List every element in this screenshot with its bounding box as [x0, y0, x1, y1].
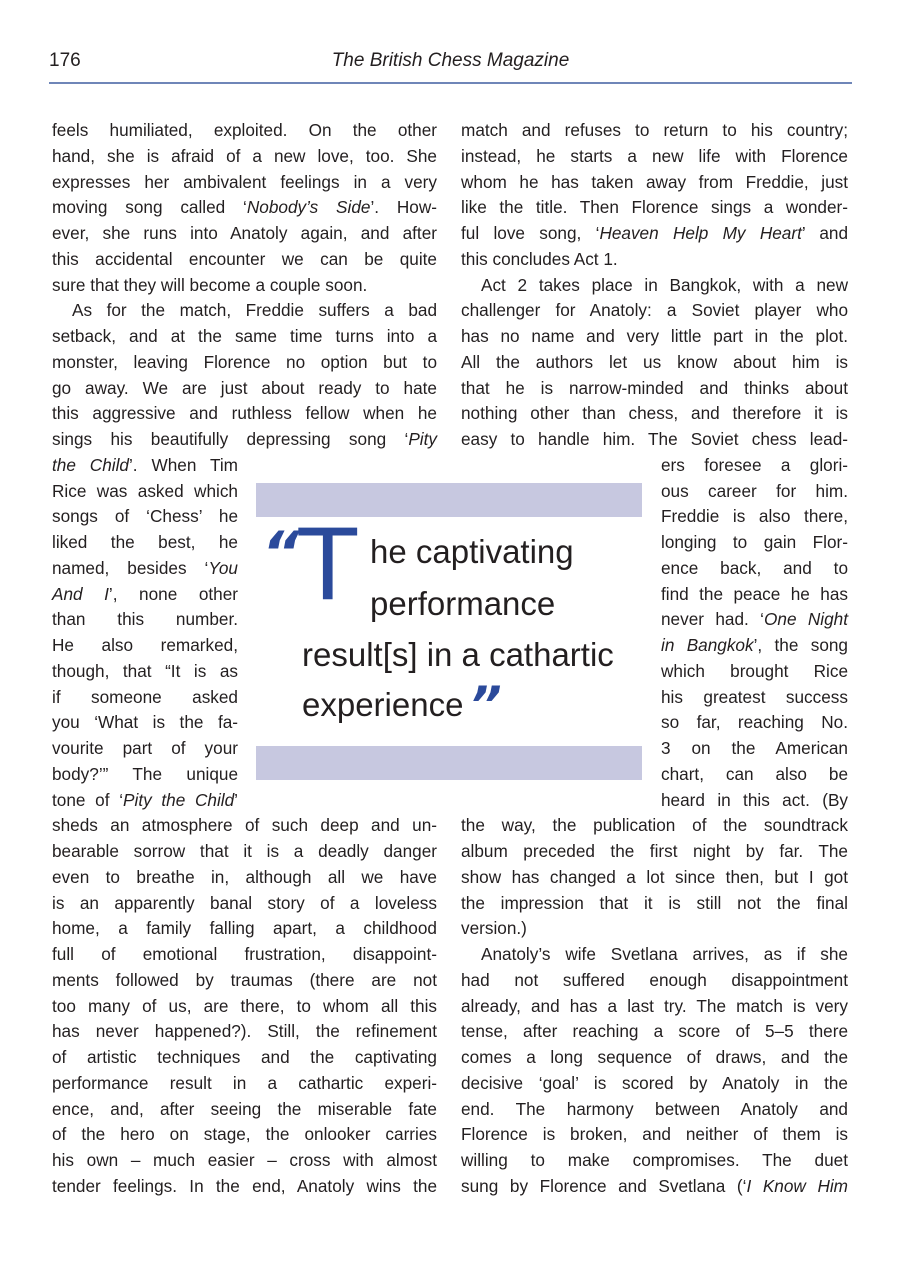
- text-line: [461, 323, 848, 349]
- text-segment: match and refuses to return to his country;: [461, 120, 848, 140]
- text-segment: ful love song, ‘: [461, 223, 600, 243]
- text-segment: this aggressive and ruthless fellow when he: [52, 403, 437, 424]
- text-segment: longing to gain Flor-: [661, 532, 848, 552]
- text-segment: nothing other than chess, and therefore it is: [461, 403, 848, 424]
- text-segment: named, besides ‘: [52, 557, 209, 578]
- text-segment: sheds an atmosphere of such deep and un-: [52, 815, 437, 836]
- text-segment: ’, the song: [753, 635, 848, 655]
- text-segment: challenger for Anatoly: a Soviet player who: [461, 300, 848, 321]
- text-line: [52, 1044, 437, 1070]
- text-line: [52, 632, 238, 658]
- text-segment: ence back, and to: [661, 557, 848, 578]
- text-segment: songs of ‘Chess’ he: [52, 506, 238, 527]
- text-segment: though, that “It is as: [52, 660, 238, 681]
- text-line: [52, 426, 437, 452]
- text-line: [52, 117, 437, 143]
- text-segment: the impression that it is still not the final: [461, 892, 848, 913]
- text-line: [52, 838, 437, 864]
- text-line: [461, 941, 848, 967]
- text-line: [52, 864, 437, 890]
- text-segment: is an apparently banal story of a loveless: [52, 892, 437, 913]
- italic-title: Nobody’s Side: [246, 197, 371, 218]
- text-segment: like the title. Then Florence sings a wonder-: [461, 197, 848, 218]
- text-segment: had not suffered enough disappointment: [461, 969, 848, 990]
- text-segment: setback, and at the same time turns into a: [52, 326, 437, 346]
- text-line: [52, 709, 238, 735]
- text-line: [461, 1096, 848, 1122]
- text-line: [461, 890, 848, 916]
- text-segment: than this number.: [52, 609, 238, 630]
- text-line: [52, 297, 437, 323]
- text-line: [52, 400, 437, 426]
- text-line: [461, 375, 848, 401]
- text-segment: home, a family falling apart, a childhood: [52, 918, 437, 939]
- text-line: [661, 632, 848, 658]
- text-segment: whom he has taken away from Freddie, just: [461, 171, 848, 192]
- text-segment: full of emotional frustration, disappoint-: [52, 944, 437, 964]
- text-segment: As for the match, Freddie suffers a bad: [72, 300, 437, 321]
- text-line: [52, 246, 437, 272]
- close-quote-mark: ”: [469, 676, 502, 734]
- magazine-title: The British Chess Magazine: [331, 50, 570, 71]
- text-line: [52, 761, 238, 787]
- pull-quote-bottom-bar: [256, 746, 642, 780]
- italic-title: Pity: [408, 429, 437, 449]
- pull-quote-last-line: [302, 676, 502, 734]
- text-line: [52, 658, 238, 684]
- text-segment: sings his beautifully depressing song ‘: [52, 429, 409, 449]
- italic-title: the Child: [52, 454, 129, 475]
- text-segment: vourite part of your: [52, 738, 238, 758]
- text-segment: even to breathe in, although all we have: [52, 866, 437, 887]
- text-line: [461, 864, 848, 890]
- text-line: [461, 194, 848, 220]
- text-line: [52, 529, 238, 555]
- text-line: [461, 220, 848, 246]
- pull-quote-line: result[s] in a cathartic: [302, 636, 614, 673]
- page-number: 176: [49, 50, 81, 71]
- text-line: [461, 1044, 848, 1070]
- text-segment: his greatest success: [661, 686, 848, 707]
- text-line: [661, 581, 848, 607]
- text-line: [461, 426, 848, 452]
- text-segment: already, and has a last try. The match is very: [461, 995, 848, 1016]
- text-segment: expresses her ambivalent feelings in a very: [52, 171, 437, 192]
- text-line: [661, 529, 848, 555]
- pull-quote-line: experience: [302, 686, 464, 723]
- text-segment: ’. How-: [370, 197, 437, 218]
- text-segment: of the hero on stage, the onlooker carries: [52, 1124, 437, 1145]
- text-line: [661, 735, 848, 761]
- text-segment: you ‘What is the fa-: [52, 712, 238, 733]
- text-segment: ous career for him.: [661, 480, 848, 501]
- text-segment: ’. When Tim: [128, 454, 238, 475]
- text-segment: monster, leaving Florence no option but to: [52, 351, 437, 372]
- text-segment: version.): [461, 918, 527, 939]
- text-line: [661, 555, 848, 581]
- text-segment: has no name and very little part in the plot.: [461, 326, 848, 346]
- text-line: [661, 761, 848, 787]
- text-line: [661, 478, 848, 504]
- text-line: [461, 1070, 848, 1096]
- text-line: [52, 194, 437, 220]
- text-line: [52, 1121, 437, 1147]
- text-segment: too many of us, are there, to whom all this: [52, 995, 437, 1016]
- text-segment: Rice was asked which: [52, 480, 238, 501]
- text-line: [52, 1018, 437, 1044]
- text-line: [661, 787, 848, 813]
- text-segment: show has changed a lot since then, but I got: [461, 866, 848, 887]
- text-segment: ers foresee a glori-: [661, 454, 848, 475]
- text-segment: hand, she is afraid of a new love, too. She: [52, 145, 437, 166]
- text-line: [461, 297, 848, 323]
- text-line: [52, 606, 238, 632]
- text-segment: chart, can also be: [661, 763, 848, 784]
- text-line: [52, 787, 238, 813]
- text-segment: He also remarked,: [52, 635, 238, 655]
- text-line: [461, 272, 848, 298]
- text-line: [661, 452, 848, 478]
- pull-quote-line: performance: [370, 585, 556, 622]
- text-segment: sung by Florence and Svetlana (‘: [461, 1175, 747, 1196]
- text-line: [52, 993, 437, 1019]
- text-line: [52, 143, 437, 169]
- text-line: [661, 684, 848, 710]
- text-segment: decisive ‘goal’ is scored by Anatoly in the: [461, 1072, 848, 1093]
- text-segment: ence, and, after seeing the miserable fate: [52, 1098, 437, 1119]
- text-segment: tone of ‘: [52, 789, 124, 810]
- text-line: [461, 1121, 848, 1147]
- text-segment: find the peace he has: [661, 583, 848, 604]
- text-line: [52, 915, 437, 941]
- text-line: [52, 272, 437, 298]
- text-line: [52, 1096, 437, 1122]
- text-line: [52, 169, 437, 195]
- italic-title: Pity the Child: [123, 789, 235, 810]
- italic-title: I Know Him: [746, 1175, 848, 1196]
- text-line: [461, 117, 848, 143]
- text-segment: ments followed by traumas (there are not: [52, 969, 437, 990]
- pull-quote-initial: T: [296, 506, 360, 622]
- text-segment: so far, reaching No.: [661, 712, 848, 733]
- text-line: [461, 143, 848, 169]
- text-line: [461, 169, 848, 195]
- text-segment: ’, none other: [108, 583, 238, 604]
- text-segment: body?’” The unique: [52, 763, 238, 784]
- text-line: [52, 1070, 437, 1096]
- italic-title: Heaven Help My Heart: [599, 223, 802, 243]
- text-line: [461, 1018, 848, 1044]
- text-line: [461, 1147, 848, 1173]
- italic-title: You: [208, 557, 238, 578]
- text-segment: end. The harmony between Anatoly and: [461, 1098, 848, 1119]
- text-line: [52, 735, 238, 761]
- open-quote-mark: “: [262, 519, 300, 587]
- text-line: [661, 658, 848, 684]
- text-line: [52, 581, 238, 607]
- text-line: [461, 349, 848, 375]
- text-segment: his own – much easier – cross with almost: [52, 1150, 437, 1170]
- text-segment: ’ and: [801, 223, 849, 243]
- text-segment: this concludes Act 1.: [461, 248, 618, 269]
- text-segment: Anatoly’s wife Svetlana arrives, as if she: [481, 944, 848, 964]
- text-segment: has never happened?). Still, the refinement: [52, 1021, 437, 1042]
- text-segment: instead, he starts a new life with Florence: [461, 145, 848, 166]
- text-segment: which brought Rice: [661, 660, 848, 681]
- text-line: [461, 838, 848, 864]
- italic-title: in Bangkok: [661, 635, 754, 655]
- text-segment: 3 on the American: [661, 738, 848, 758]
- pull-quote-line: he captivating: [370, 533, 574, 570]
- text-line: [52, 1173, 437, 1199]
- text-segment: heard in this act. (By: [661, 789, 848, 810]
- text-line: [52, 375, 437, 401]
- text-line: [52, 684, 238, 710]
- text-segment: ’: [234, 789, 238, 810]
- text-line: [661, 606, 848, 632]
- text-segment: this accidental encounter we can be quite: [52, 248, 437, 269]
- text-segment: that he is narrow-minded and thinks about: [461, 377, 848, 398]
- text-segment: feels humiliated, exploited. On the other: [52, 120, 437, 140]
- text-segment: sure that they will become a couple soon.: [52, 274, 368, 295]
- text-segment: go away. We are just about ready to hate: [52, 377, 437, 398]
- text-segment: Freddie is also there,: [661, 506, 848, 527]
- text-segment: ever, she runs into Anatoly again, and after: [52, 223, 437, 243]
- text-segment: bearable sorrow that it is a deadly danger: [52, 841, 437, 861]
- text-line: [52, 1147, 437, 1173]
- text-line: [52, 220, 437, 246]
- text-line: [661, 709, 848, 735]
- text-line: [461, 246, 848, 272]
- text-segment: performance result in a cathartic experi-: [52, 1072, 437, 1093]
- text-line: [461, 915, 848, 941]
- text-segment: Florence is broken, and neither of them is: [461, 1124, 848, 1145]
- text-segment: Act 2 takes place in Bangkok, with a new: [481, 274, 848, 295]
- text-segment: of artistic techniques and the captivating: [52, 1047, 437, 1067]
- text-segment: willing to make compromises. The duet: [461, 1150, 848, 1170]
- text-segment: the way, the publication of the soundtrack: [461, 815, 848, 836]
- italic-title: And I: [52, 583, 109, 604]
- text-line: [461, 967, 848, 993]
- text-segment: tender feelings. In the end, Anatoly wins the: [52, 1175, 437, 1196]
- text-segment: album preceded the first night by far. The: [461, 841, 848, 861]
- text-line: [52, 478, 238, 504]
- text-line: [461, 1173, 848, 1199]
- text-line: [461, 812, 848, 838]
- text-line: [52, 890, 437, 916]
- text-line: [461, 400, 848, 426]
- text-line: [661, 503, 848, 529]
- text-line: [52, 349, 437, 375]
- text-line: [52, 555, 238, 581]
- text-segment: never had. ‘: [661, 609, 765, 630]
- text-segment: comes a long sequence of draws, and the: [461, 1047, 848, 1067]
- header-rule: [49, 82, 852, 84]
- text-line: [52, 503, 238, 529]
- text-segment: easy to handle him. The Soviet chess lead-: [461, 429, 848, 449]
- text-segment: All the authors let us know about him is: [461, 351, 848, 372]
- text-line: [461, 993, 848, 1019]
- italic-title: One Night: [764, 609, 848, 630]
- text-line: [52, 323, 437, 349]
- text-segment: tense, after reaching a score of 5–5 there: [461, 1021, 848, 1042]
- text-segment: liked the best, he: [52, 532, 238, 552]
- text-segment: moving song called ‘: [52, 197, 247, 218]
- text-line: [52, 452, 238, 478]
- text-line: [52, 967, 437, 993]
- text-segment: if someone asked: [52, 686, 238, 707]
- text-line: [52, 812, 437, 838]
- text-line: [52, 941, 437, 967]
